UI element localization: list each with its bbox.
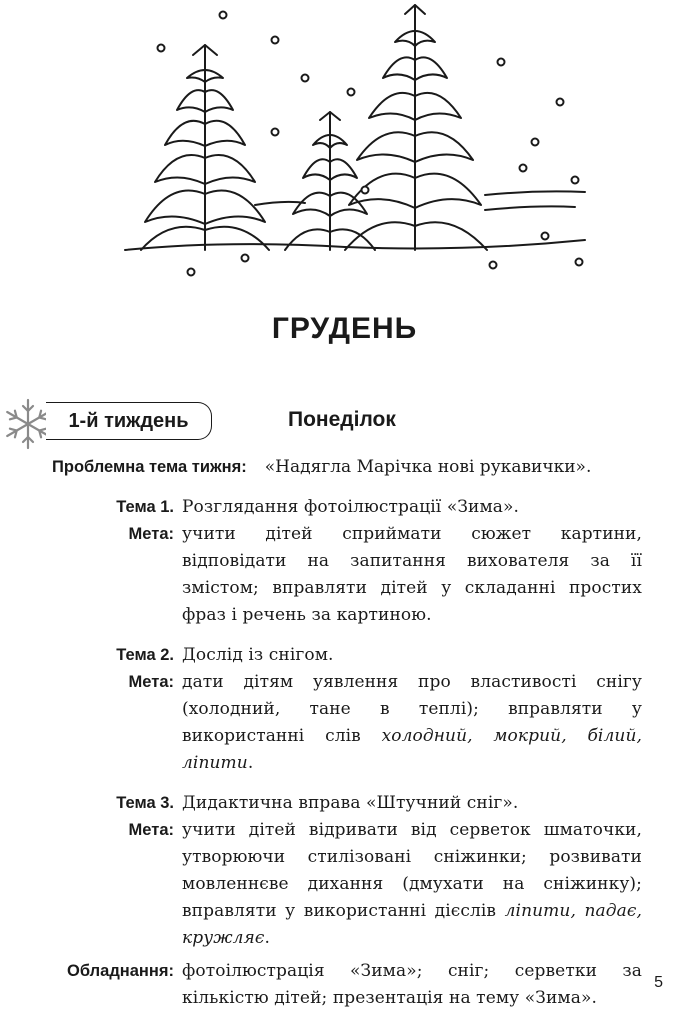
goal-2-italic: холодний, мокрий, білий, ліпити	[182, 726, 642, 773]
middle-fir-tree	[285, 112, 375, 250]
equipment-label: Обладнання:	[67, 962, 174, 980]
goal-2-plain: дати дітям уявлення про властивості снігу (холодний, тане в теплі); вправляти у використанні слів	[182, 672, 642, 746]
goal-3-label: Мета:	[128, 821, 174, 839]
goal-3-italic: ліпити, падає, кружляє	[182, 901, 642, 948]
page-number: 5	[654, 974, 663, 991]
goal-2-end: .	[247, 753, 254, 773]
goal-3-end: .	[264, 928, 271, 948]
topic-2	[0, 642, 689, 669]
problem-theme-label: Проблемна тема тижня:	[52, 458, 247, 476]
topic-1-label: Тема 1.	[116, 498, 174, 516]
goal-1-label: Мета:	[128, 525, 174, 543]
problem-theme-value: «Надягла Марічка нові рукавички».	[264, 457, 592, 477]
goal-2-label: Мета:	[128, 673, 174, 691]
month-title: ГРУДЕНЬ	[271, 312, 418, 345]
lesson-plan	[0, 454, 689, 1012]
goal-3-plain: учити дітей відривати від серветок шматочки, утворюючи стилізовані сніжинки; розвивати мовленнєве дихання (дмухати на сніжинку); вправляти у використанні дієслів	[182, 820, 642, 921]
topic-2-label: Тема 2.	[116, 646, 174, 664]
equipment	[0, 958, 689, 1012]
day-title: Понеділок	[288, 408, 396, 431]
topic-1-text: Розглядання фотоілюстрації «Зима».	[182, 497, 520, 517]
problem-theme	[0, 454, 689, 481]
topic-2-text: Дослід із снігом.	[182, 645, 334, 665]
topic-1-goal	[0, 521, 689, 629]
topic-2-goal	[0, 669, 689, 777]
goal-3-text	[182, 817, 642, 952]
topic-3-label: Тема 3.	[116, 794, 174, 812]
goal-2-text	[182, 669, 642, 777]
topic-1	[0, 494, 689, 521]
winter-trees-illustration	[105, 0, 605, 290]
goal-1-text: учити дітей сприймати сюжет картини, відповідати на запитання вихователя за її змістом; вправляти дітей у складанні простих фраз і речень за картиною.	[182, 524, 642, 625]
equipment-text: фотоілюстрація «Зима»; сніг; серветки за кількістю дітей; презентація на тему «Зима».	[182, 961, 642, 1008]
week-badge: 1-й тиждень	[46, 402, 212, 440]
topic-3-text: Дидактична вправа «Штучний сніг».	[182, 793, 519, 813]
left-fir-tree	[141, 45, 269, 250]
topic-3-goal	[0, 817, 689, 952]
topic-3	[0, 790, 689, 817]
